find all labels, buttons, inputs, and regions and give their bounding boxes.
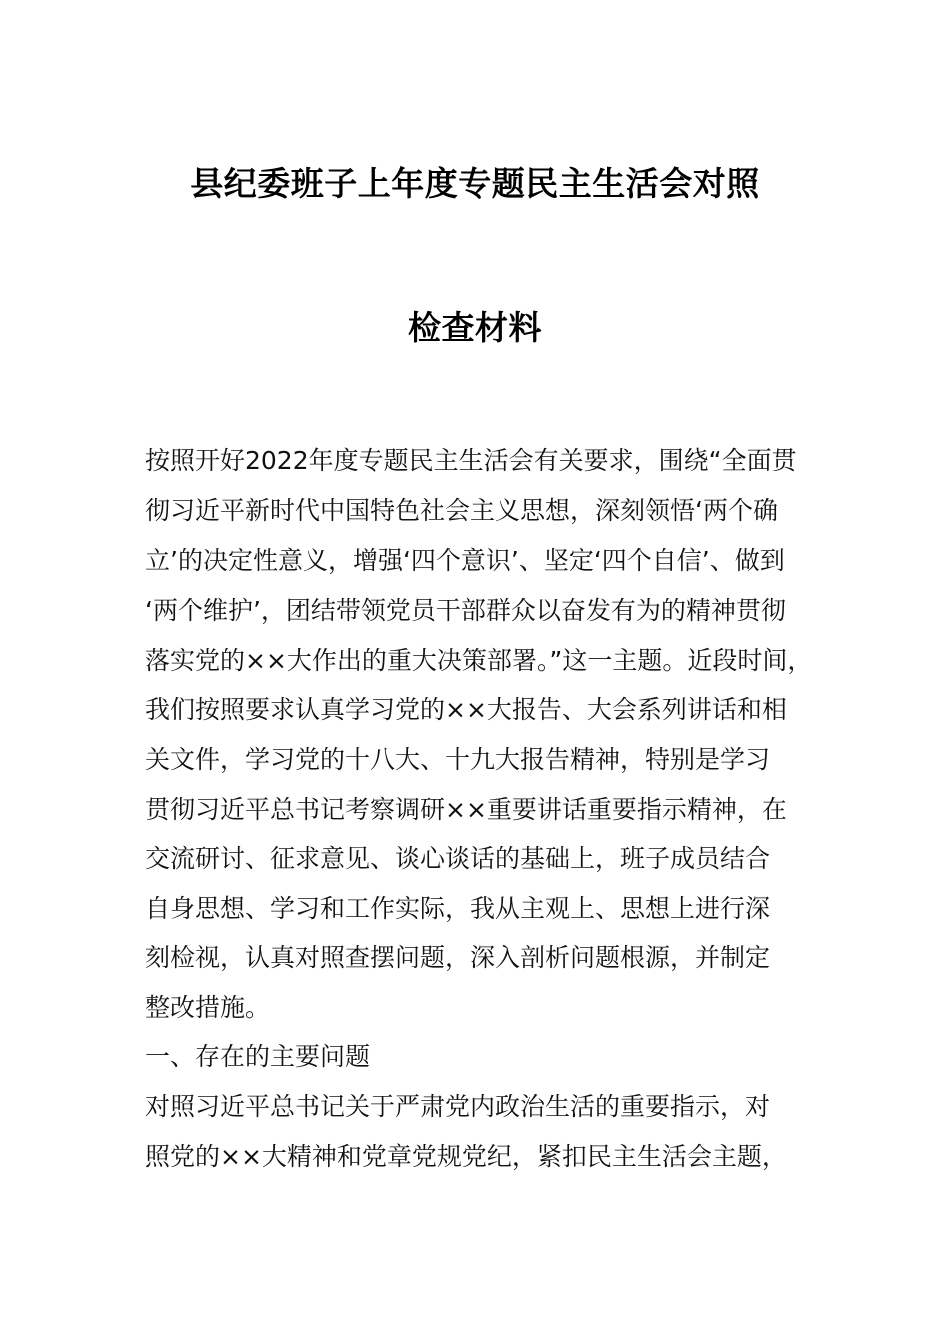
body-line-12: 整改措施。 [145,993,271,1022]
body-line-7: 关文件，学习党的十八大、十九大报告精神，特别是学习 [145,745,771,774]
document-title-line-2: 检查材料 [408,308,542,347]
body-line-9: 交流研讨、征求意见、谈心谈话的基础上，班子成员结合 [145,844,771,873]
body-line-15: 照党的××大精神和党章党规党纪，紧扣民主生活会主题， [145,1142,787,1171]
body-line-6: 我们按照要求认真学习党的××大报告、大会系列讲话和相 [145,695,787,724]
section-heading: 一、存在的主要问题 [145,1042,371,1071]
document-title-line-1: 县纪委班子上年度专题民主生活会对照 [190,164,760,203]
body-line-4: ‘两个维护’，团结带领党员干部群众以奋发有为的精神贯彻 [145,596,786,625]
body-line-5: 落实党的××大作出的重大决策部署。”这一主题。近段时间， [145,646,813,675]
body-line-2: 彻习近平新时代中国特色社会主义思想，深刻领悟‘两个确 [145,496,778,525]
body-line-8: 贯彻习近平总书记考察调研××重要讲话重要指示精神，在 [145,795,787,824]
body-line-3: 立’的决定性意义，增强‘四个意识’、坚定‘四个自信’、做到 [145,546,785,575]
body-line-1: 按照开好2022年度专题民主生活会有关要求，围绕“全面贯 [145,446,797,475]
body-line-11: 刻检视，认真对照查摆问题，深入剖析问题根源，并制定 [145,943,771,972]
body-line-10: 自身思想、学习和工作实际，我从主观上、思想上进行深 [145,894,771,923]
body-line-14: 对照习近平总书记关于严肃党内政治生活的重要指示，对 [145,1092,771,1121]
